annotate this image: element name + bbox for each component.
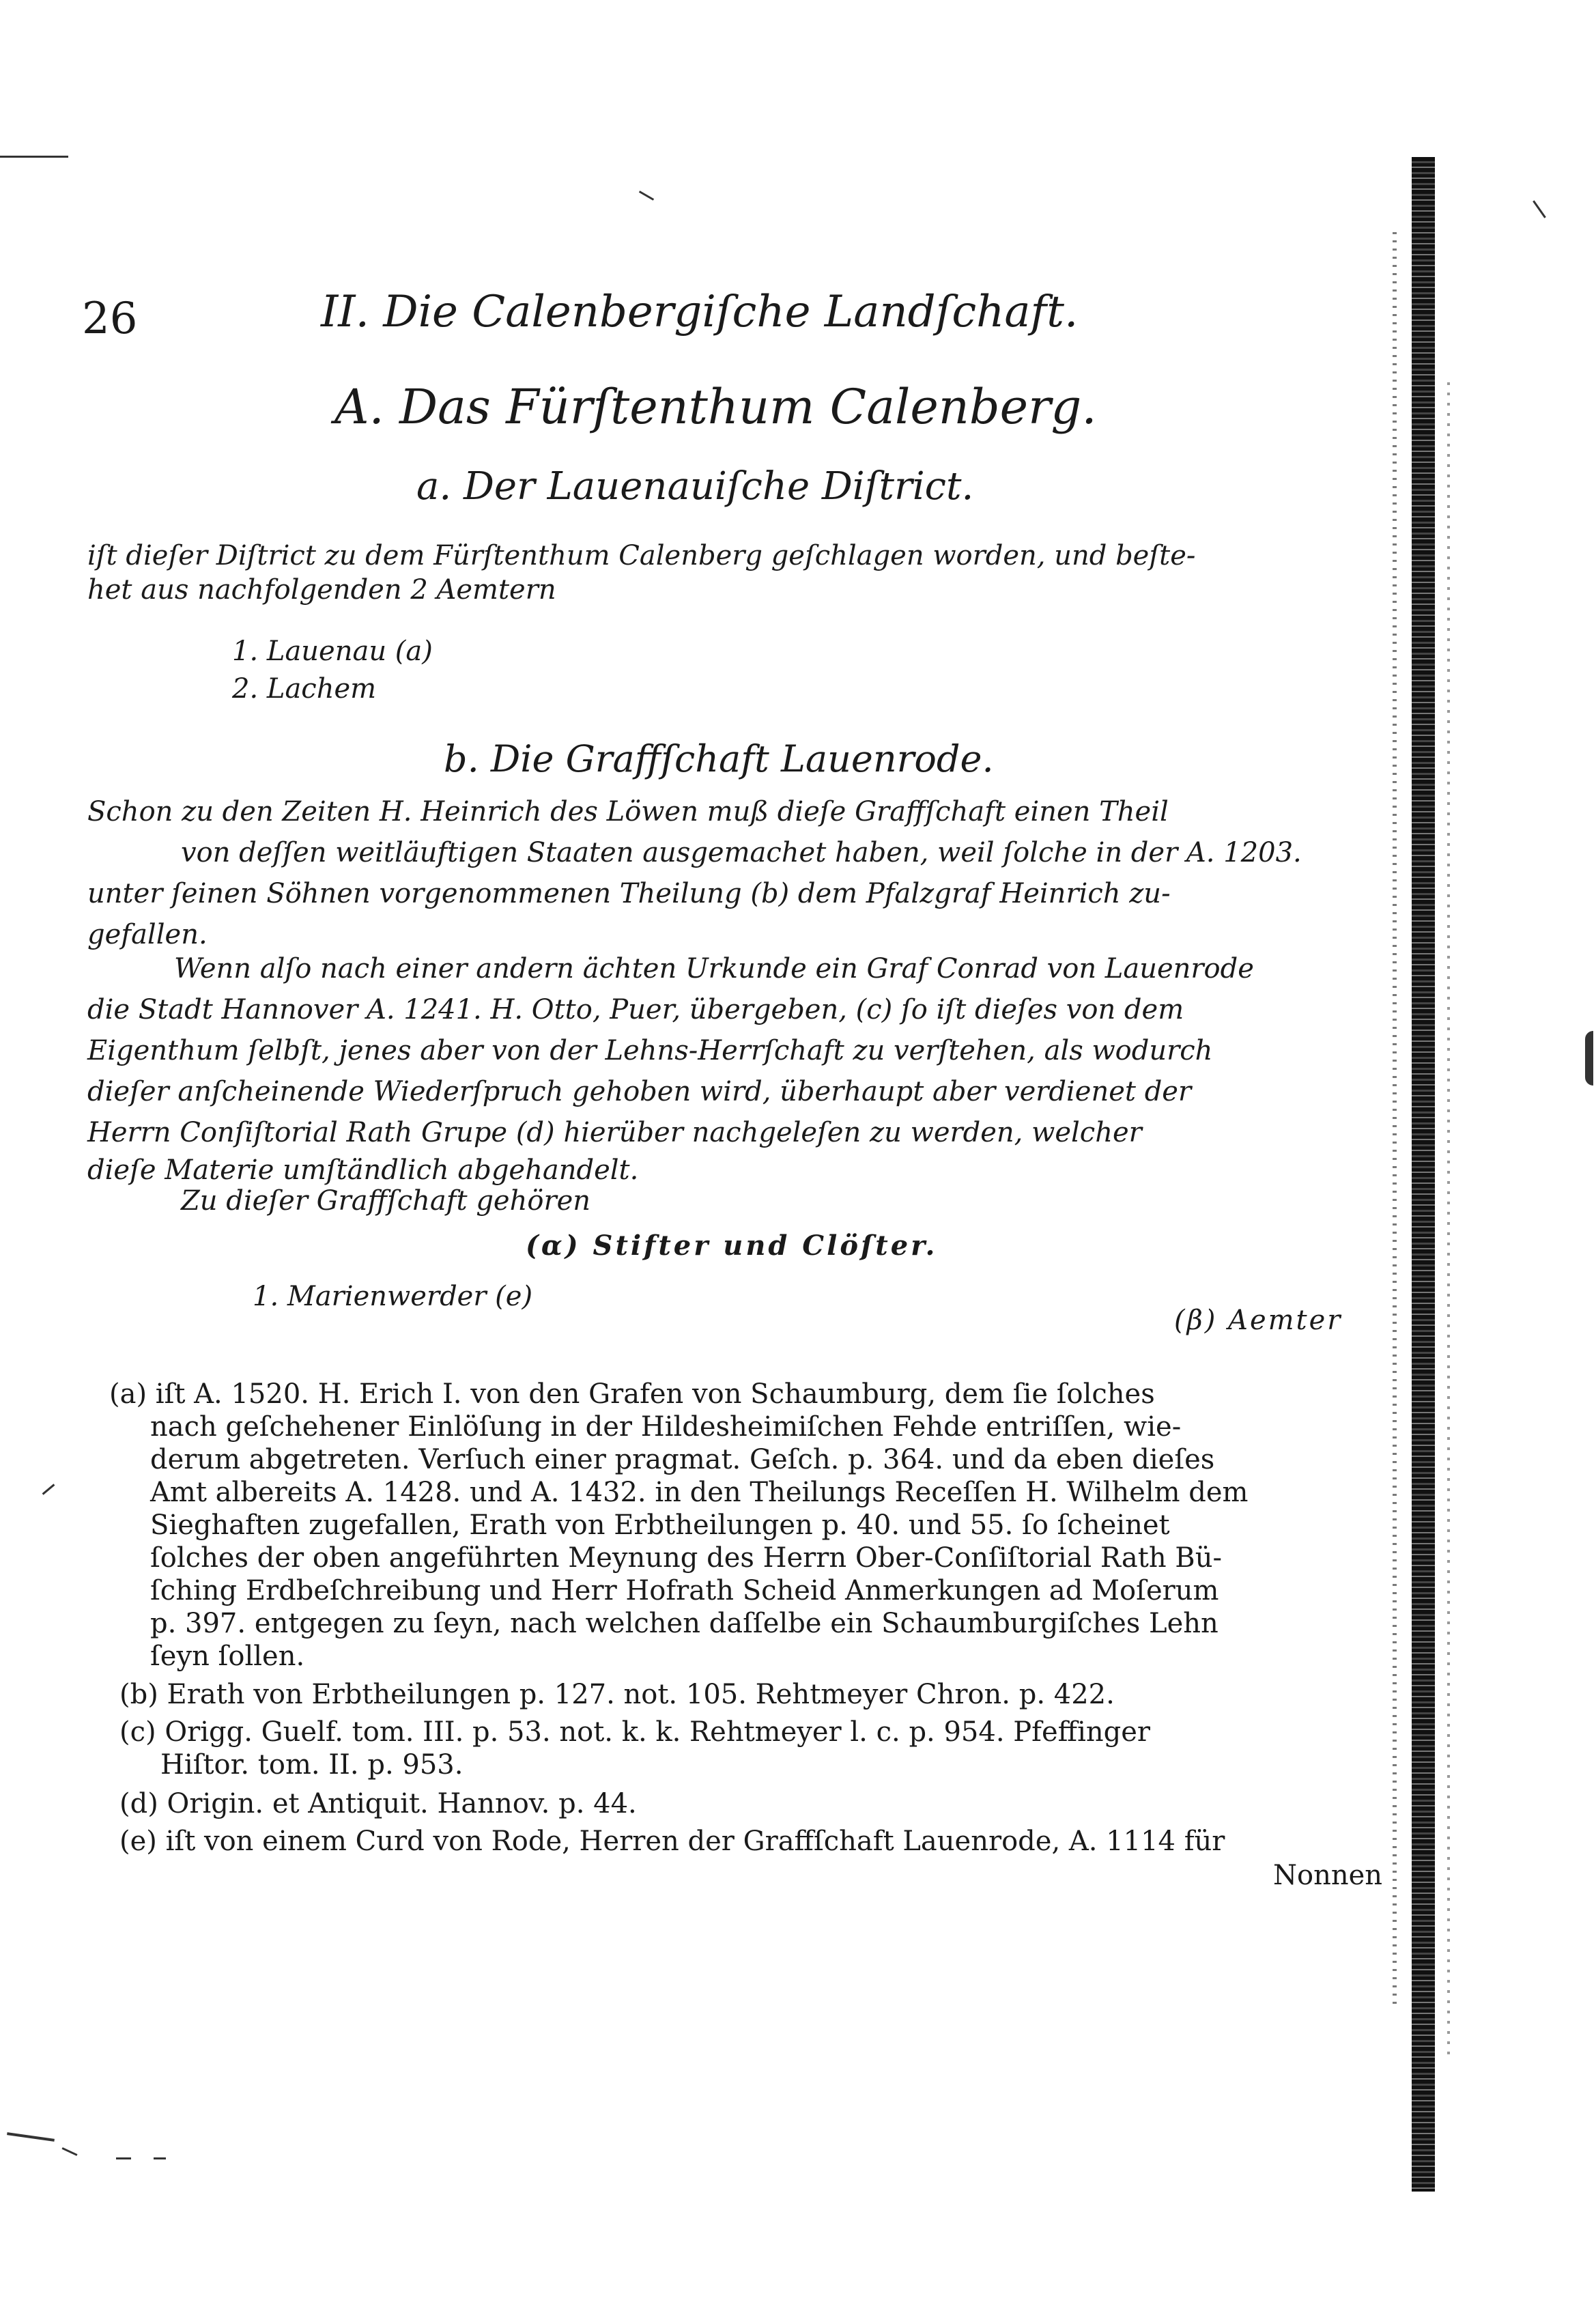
footnote-a-line-5: Sieghaften zugefallen, Erath von Erbtheilungen p. 40. und 55. ſo ſcheinet [150,1510,1170,1541]
district-b-line-8: dieſer anſcheinende Wiederſpruch gehoben wird, überhaupt aber verdienet der [87,1076,1192,1107]
footnote-a-line-1: (a) iſt A. 1520. H. Erich I. von den Grafen von Schaumburg, dem ſie ſolches [109,1378,1155,1410]
scan-mark-bottom [116,2157,131,2159]
footnote-d: (d) Origin. et Antiquit. Hannov. p. 44. [119,1788,637,1819]
district-b-line-2: von deſſen weitläuftigen Staaten ausgemachet haben, weil ſolche in der A. 1203. [181,837,1302,868]
page-edge-strip [1412,157,1435,2192]
footnote-e: (e) iſt von einem Curd von Rode, Herren der Graffſchaft Lauenrode, A. 1114 für [119,1826,1225,1857]
district-a-line-2: het aus nachfolgenden 2 Aemtern [87,574,556,606]
district-b-line-11: Zu dieſer Graffſchaft gehören [181,1185,590,1217]
footnote-a-line-2: nach geſchehener Einlöſung in der Hildesheimiſchen Fehde entriſſen, wie- [150,1411,1182,1443]
district-b-line-3: unter ſeinen Söhnen vorgenommenen Theilung (b) dem Pfalzgraf Heinrich zu- [87,878,1171,909]
scan-rule-top-left [0,156,68,158]
scan-bracket-right [1585,1031,1593,1086]
district-b-line-1: Schon zu den Zeiten H. Heinrich des Löwen muß dieſe Graffſchaft einen Theil [87,796,1169,827]
district-a-line-1: iſt dieſer Diſtrict zu dem Fürſtenthum Calenberg geſchlagen worden, und beſte- [87,540,1196,571]
district-b-line-4: gefallen. [87,919,208,950]
district-b-line-5: Wenn alſo nach einer andern ächten Urkunde ein Graf Conrad von Lauenrode [174,953,1254,984]
scan-mark-right [1533,200,1546,218]
footnote-a-line-7: ſching Erdbeſchreibung und Herr Hofrath Scheid Anmerkungen ad Moſerum [150,1575,1219,1606]
footnote-a-line-4: Amt albereits A. 1428. und A. 1432. in den Theilungs Receſſen H. Wilhelm dem [150,1477,1249,1508]
district-b-heading: b. Die Graffſchaft Lauenrode. [444,737,994,780]
page-edge-strip-outer [1447,382,1450,2055]
subheading-beta: (β) Aemter [1174,1305,1343,1336]
district-a-heading: a. Der Lauenauiſche Diſtrict. [416,464,974,509]
district-b-line-10: dieſe Materie umſtändlich abgehandelt. [87,1154,639,1186]
page-number: 26 [82,294,138,344]
scan-mark-bottom-left [7,2132,55,2142]
running-title: II. Die Calenbergiſche Landſchaft. [321,287,1079,337]
footnote-c-line-2: Hiſtor. tom. II. p. 953. [160,1749,464,1781]
section-heading: A. Das Fürſtenthum Calenberg. [334,379,1097,435]
footnote-a-line-9: ſeyn ſollen. [150,1641,305,1672]
scan-mark-bottom-2 [154,2157,166,2159]
footnote-a-line-6: ſolches der oben angeführten Meynung des Herrn Ober-Conſiſtorial Rath Bü- [150,1542,1222,1574]
scan-mark-top [639,190,654,201]
district-a-item-2: 2. Lachem [232,673,377,705]
district-b-line-9: Herrn Conſiſtorial Rath Grupe (d) hierüber nachgeleſen zu werden, welcher [87,1117,1142,1148]
page-edge-strip-inner [1393,232,1397,2007]
scan-mark-bottom-left-2 [61,2147,77,2156]
catchword: Nonnen [1273,1860,1383,1891]
marienwerder-item: 1. Marienwerder (e) [253,1281,533,1312]
district-b-line-6: die Stadt Hannover A. 1241. H. Otto, Puer, übergeben, (c) ſo iſt dieſes von dem [87,994,1184,1025]
subheading-alpha: (α) Stifter und Clöſter. [526,1230,938,1262]
district-b-line-7: Eigenthum ſelbſt, jenes aber von der Lehns-Herrſchaft zu verſtehen, als wodurch [87,1035,1213,1066]
footnote-a-line-3: derum abgetreten. Verſuch einer pragmat. Geſch. p. 364. und da eben dieſes [150,1444,1215,1475]
footnote-c-line-1: (c) Origg. Guelf. tom. III. p. 53. not. k. k. Rehtmeyer l. c. p. 954. Pfeffinger [119,1716,1151,1748]
scan-mark-left [42,1484,55,1494]
footnote-a-line-8: p. 397. entgegen zu ſeyn, nach welchen daſſelbe ein Schaumburgiſches Lehn [150,1608,1219,1639]
footnote-b: (b) Erath von Erbtheilungen p. 127. not. 105. Rehtmeyer Chron. p. 422. [119,1679,1115,1710]
district-a-item-1: 1. Lauenau (a) [232,636,433,667]
